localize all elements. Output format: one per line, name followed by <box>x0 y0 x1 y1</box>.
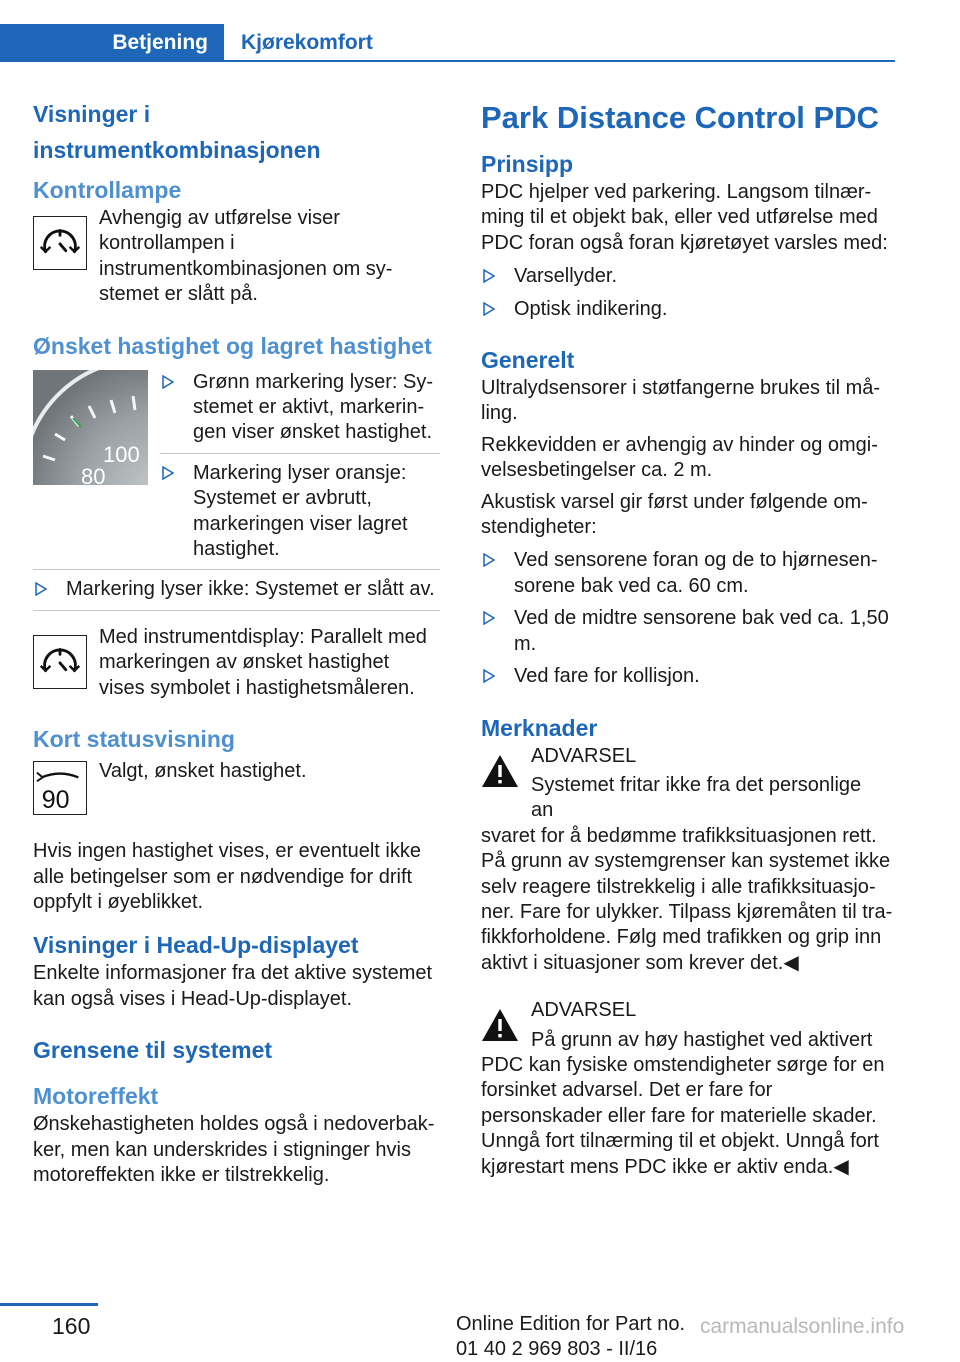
status-speed-icon <box>33 761 87 815</box>
warning-first-line: Systemet fritar ikke fra det personlige an <box>531 773 862 822</box>
header-rule <box>0 60 895 62</box>
hud-text: Enkelte informasjoner fra det aktive systemet kan også vises i Head-Up-displayet. <box>33 962 433 1010</box>
page-header <box>0 24 895 62</box>
general-p1: Ultralydsensorer i støtfangerne brukes til måling. <box>481 377 881 425</box>
warning-first-line: På grunn av høy hastighet ved aktivert <box>531 1028 873 1051</box>
triangle-bullet-icon <box>483 669 495 683</box>
tab-kjorekomfort[interactable]: Kjørekomfort <box>241 31 373 54</box>
warning-block-2 <box>481 998 894 1180</box>
warning-title: ADVARSEL <box>531 744 637 767</box>
speed-list <box>160 370 440 563</box>
status-text: Valgt, ønsket hastighet. <box>99 760 307 783</box>
list-item <box>160 461 440 563</box>
heading-speed: Ønsket hastighet og lagret hastighet <box>33 332 432 359</box>
general-p2: Rekkevidden er avhengig av hinder og omgivelsesbetingelser ca. 2 m. <box>481 433 878 482</box>
instrument-text: Med instrumentdisplay: Parallelt med markeringen av ønsket hastighet vises symbolet i hastighetsmåleren. <box>99 625 427 699</box>
heading-indicator: Kontrollampe <box>33 177 182 203</box>
heading-hud: Visninger i Head-Up-displayet <box>33 932 359 959</box>
heading-principle: Prinsipp <box>481 151 574 177</box>
list-item <box>481 664 894 689</box>
triangle-bullet-icon <box>483 269 495 283</box>
principle-text: PDC hjelper ved parkering. Langsom tilnærming til et objekt bak, eller ved utførelse med PDC foran også foran kjøretøyet varsles med: <box>481 181 888 254</box>
heading-notes: Merknader <box>481 714 598 741</box>
triangle-bullet-icon <box>162 375 174 389</box>
list-item <box>33 577 440 602</box>
warning-block-1 <box>481 744 894 977</box>
right-column <box>481 96 894 1180</box>
watermark: carmanualsonline.info <box>700 1315 905 1338</box>
general-item: Ved de midtre sensorene bak ved ca. 1,50 m. <box>514 607 889 655</box>
warning-triangle-icon <box>481 1008 519 1042</box>
speed-item-off: Markering lyser ikke: Systemet er slått av. <box>66 578 435 601</box>
triangle-bullet-icon <box>35 582 47 596</box>
list-item <box>481 606 894 657</box>
status-number: 90 <box>41 786 70 815</box>
heading-display: Visninger i instrumentkombinasjonen <box>33 101 321 163</box>
speed-item-green: Grønn markering lyser: Systemet er aktivt, markeringen viser ønsket hastighet. <box>193 370 434 444</box>
page-number: 160 <box>52 1313 91 1339</box>
divider <box>33 569 440 570</box>
heading-status: Kort statusvisning <box>33 726 235 753</box>
tab-betjening[interactable]: Betjening <box>0 24 224 62</box>
speed-control-icon <box>33 635 87 689</box>
speed-section <box>33 370 440 563</box>
indicator-text: Avhengig av utførelse viser kontrollampen i instrumentkombinasjonen om systemet er slått på. <box>99 207 393 306</box>
edition-text: Online Edition for Part no. 01 40 2 969 803 - II/16 <box>456 1313 686 1360</box>
triangle-bullet-icon <box>483 302 495 316</box>
heading-pdc: Park Distance Control PDC <box>481 100 879 135</box>
heading-general: Generelt <box>481 347 575 374</box>
triangle-bullet-icon <box>483 553 495 567</box>
indicator-section <box>33 206 440 308</box>
divider <box>33 610 440 611</box>
speedo-label-80: 80 <box>81 463 106 485</box>
warning-triangle-icon <box>481 754 519 788</box>
warning-text: PDC kan fysiske omstendigheter sørge for en forsinket advarsel. Det er fare for personskader eller fare for materielle skader. Unngå fort tilnærming til et objekt. Unngå fort kjørestart mens PDC ikke er aktiv enda.◀ <box>481 1053 885 1178</box>
status-section <box>33 755 440 825</box>
general-p3: Akustisk varsel gir først under følgende omstendigheter: <box>481 490 868 539</box>
triangle-bullet-icon <box>483 611 495 625</box>
footer-rule <box>0 1303 98 1306</box>
list-item <box>481 297 894 322</box>
left-column <box>33 96 440 1188</box>
principle-item: Varsellyder. <box>514 265 618 288</box>
list-item <box>481 548 894 599</box>
divider <box>160 453 440 454</box>
heading-limits: Grensene til systemet <box>33 1037 273 1064</box>
warning-title: ADVARSEL <box>531 999 637 1022</box>
speed-control-icon <box>33 216 87 270</box>
speed-item-orange: Markering lyser oransje: Systemet er avbrutt, markeringen viser lagret hastighet. <box>193 461 408 561</box>
status-note: Hvis ingen hastighet vises, er eventuelt ikke alle betingelser som er nødvendige for drift oppfylt i øyeblikket. <box>33 840 421 913</box>
principle-item: Optisk indikering. <box>514 297 668 320</box>
engine-text: Ønskehastigheten holdes også i nedoverbakker, men kan underskrides i stigninger hvis motoreffekten ikke er tilstrekkelig. <box>33 1113 435 1186</box>
list-item <box>160 370 440 446</box>
instrument-section <box>33 625 440 701</box>
general-item: Ved sensorene foran og de to hjørnesensorene bak ved ca. 60 cm. <box>514 549 878 597</box>
general-item: Ved fare for kollisjon. <box>514 665 700 688</box>
speedometer-image <box>33 370 148 485</box>
speedo-label-100: 100 <box>103 441 140 467</box>
list-item <box>481 264 894 289</box>
warning-text: svaret for å bedømme trafikksituasjonen rett. På grunn av systemgrenser kan systemet ikke selv reagere tilstrekkelig i alle trafikksituasjoner. Fare for ulykker. Tilpass kjøremåten til trafikkforholdene. Følg med trafikken og grip inn aktivt i situasjoner som krever det.◀ <box>481 824 893 974</box>
heading-engine: Motoreffekt <box>33 1083 159 1110</box>
triangle-bullet-icon <box>162 466 174 480</box>
